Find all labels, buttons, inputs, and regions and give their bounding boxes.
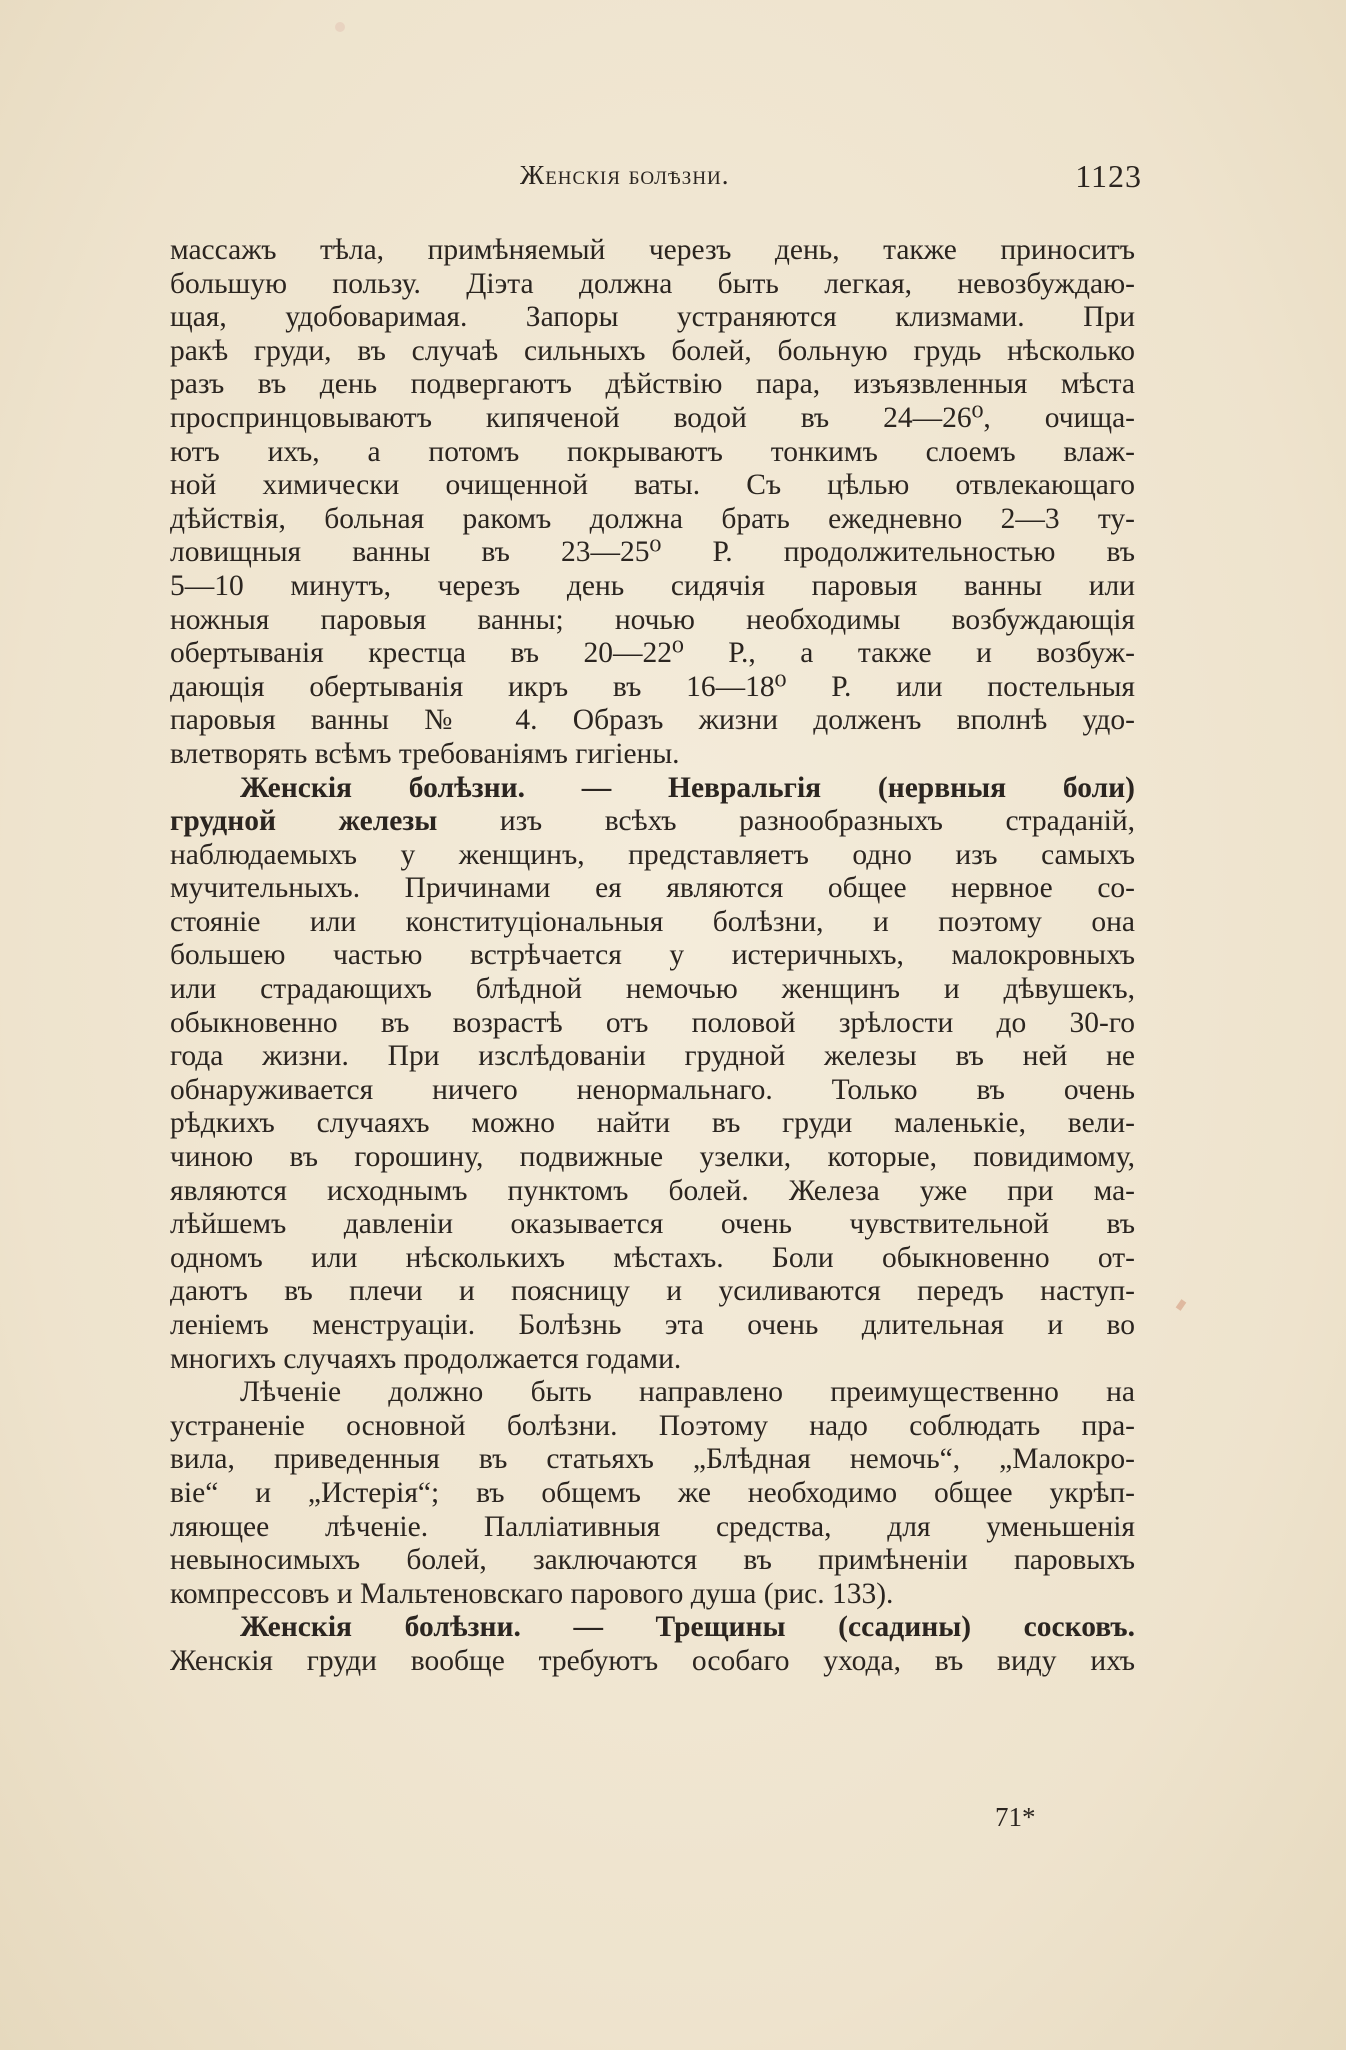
text-body	[170, 234, 1135, 1679]
heading-line	[170, 805, 1135, 839]
text-run: изъ всѣхъ разнообразныхъ страданій,	[437, 805, 1135, 838]
text-line: обнаруживается ничего ненормальнаго. Только въ очень	[170, 1073, 1135, 1106]
paragraph	[170, 1611, 1135, 1678]
paper-stain	[1176, 1299, 1187, 1311]
text-line: ютъ ихъ, а потомъ покрываютъ тонкимъ слоемъ влаж-	[170, 435, 1135, 468]
entry-heading: Женскія болѣзни. — Трещины (ссадины) сосковъ.	[240, 1611, 1135, 1644]
text-line: щая, удобоваримая. Запоры устраняются клизмами. При	[170, 301, 1135, 334]
text-line: обыкновенно въ возрастѣ отъ половой зрѣлости до 30-го	[170, 1006, 1135, 1039]
heading-line	[170, 1611, 1135, 1645]
text-line: одномъ или нѣсколькихъ мѣстахъ. Боли обыкновенно от-	[170, 1241, 1135, 1274]
text-line: являются исходнымъ пунктомъ болей. Железа уже при ма-	[170, 1174, 1135, 1207]
text-line: массажъ тѣла, примѣняемый черезъ день, также приноситъ	[170, 234, 1135, 266]
text-line: ракѣ груди, въ случаѣ сильныхъ болей, больную грудь нѣсколько	[170, 334, 1135, 367]
entry-heading: грудной железы	[170, 805, 438, 838]
text-line: лѣйшемъ давленіи оказывается очень чувствительной въ	[170, 1208, 1135, 1241]
text-line: года жизни. При изслѣдованіи грудной железы въ ней не	[170, 1040, 1135, 1073]
text-line: Женскія груди вообще требуютъ особаго ухода, въ виду ихъ	[170, 1644, 1135, 1677]
paragraph	[170, 772, 1135, 1377]
text-line: вила, приведенныя въ статьяхъ „Блѣдная немочь“, „Малокро-	[170, 1443, 1135, 1476]
text-line: віе“ и „Истерія“; въ общемъ же необходимо общее укрѣп-	[170, 1476, 1135, 1509]
text-line: наблюдаемыхъ у женщинъ, представляетъ одно изъ самыхъ	[170, 838, 1135, 871]
text-line: рѣдкихъ случаяхъ можно найти въ груди маленькіе, вели-	[170, 1107, 1135, 1140]
text-line: влетворять всѣмъ требованіямъ гигіены.	[170, 737, 680, 770]
text-line: стояніе или конституціональныя болѣзни, и поэтому она	[170, 905, 1135, 938]
text-line: дѣйствія, больная ракомъ должна брать ежедневно 2—3 ту-	[170, 502, 1135, 535]
text-line: проспринцовываютъ кипяченой водой въ 24—26⁰, очища-	[170, 401, 1135, 434]
text-line: Лѣченіе должно быть направлено преимущественно на	[240, 1376, 1135, 1409]
text-line: ляющее лѣченіе. Палліативныя средства, для уменьшенія	[170, 1510, 1135, 1543]
signature-mark: 71*	[995, 1802, 1036, 1832]
text-line: невыносимыхъ болей, заключаются въ примѣненіи паровыхъ	[170, 1544, 1135, 1577]
text-line: устраненіе основной болѣзни. Поэтому надо соблюдать пра-	[170, 1409, 1135, 1442]
text-line: паровыя ванны № 4. Образъ жизни долженъ вполнѣ удо-	[170, 704, 1135, 737]
paragraph	[170, 1376, 1135, 1611]
text-line: леніемъ менструаціи. Болѣзнь эта очень длительная и во	[170, 1309, 1135, 1341]
paper-stain	[335, 22, 345, 32]
paragraph	[170, 234, 1135, 772]
text-line: или страдающихъ блѣдной немочью женщинъ и дѣвушекъ,	[170, 973, 1135, 1006]
text-line: чиною въ горошину, подвижные узелки, которые, повидимому,	[170, 1141, 1135, 1174]
text-line: обертыванія крестца въ 20—22⁰ Р., а также и возбуж-	[170, 637, 1135, 670]
text-line: дающія обертыванія икръ въ 16—18⁰ Р. или постельныя	[170, 670, 1135, 703]
text-line: компрессовъ и Мальтеновскаго парового душа (рис. 133).	[170, 1577, 894, 1610]
text-line: большею частью встрѣчается у истеричныхъ, малокровныхъ	[170, 939, 1135, 972]
running-header	[172, 160, 1142, 204]
text-line: многихъ случаяхъ продолжается годами.	[170, 1342, 682, 1375]
text-line: разъ въ день подвергаютъ дѣйствію пара, изъязвленныя мѣста	[170, 368, 1135, 401]
entry-heading: Женскія болѣзни. — Невральгія (нервныя боли)	[240, 771, 1135, 804]
heading-line	[170, 772, 1135, 806]
text-line: ножныя паровыя ванны; ночью необходимы возбуждающія	[170, 603, 1135, 636]
text-line: ной химически очищенной ваты. Съ цѣлью отвлекающаго	[170, 469, 1135, 502]
text-line: мучительныхъ. Причинами ея являются общее нервное со-	[170, 872, 1135, 905]
text-line: даютъ въ плечи и поясницу и усиливаются передъ наступ-	[170, 1275, 1135, 1308]
text-line: большую пользу. Діэта должна быть легкая, невозбуждаю-	[170, 267, 1135, 300]
page-number: 1123	[1075, 158, 1142, 194]
text-line: ловищныя ванны въ 23—25⁰ Р. продолжительностью въ	[170, 536, 1135, 569]
text-line: 5—10 минутъ, черезъ день сидячія паровыя ванны или	[170, 569, 1135, 602]
running-title: Женскія болѣзни.	[520, 160, 730, 190]
